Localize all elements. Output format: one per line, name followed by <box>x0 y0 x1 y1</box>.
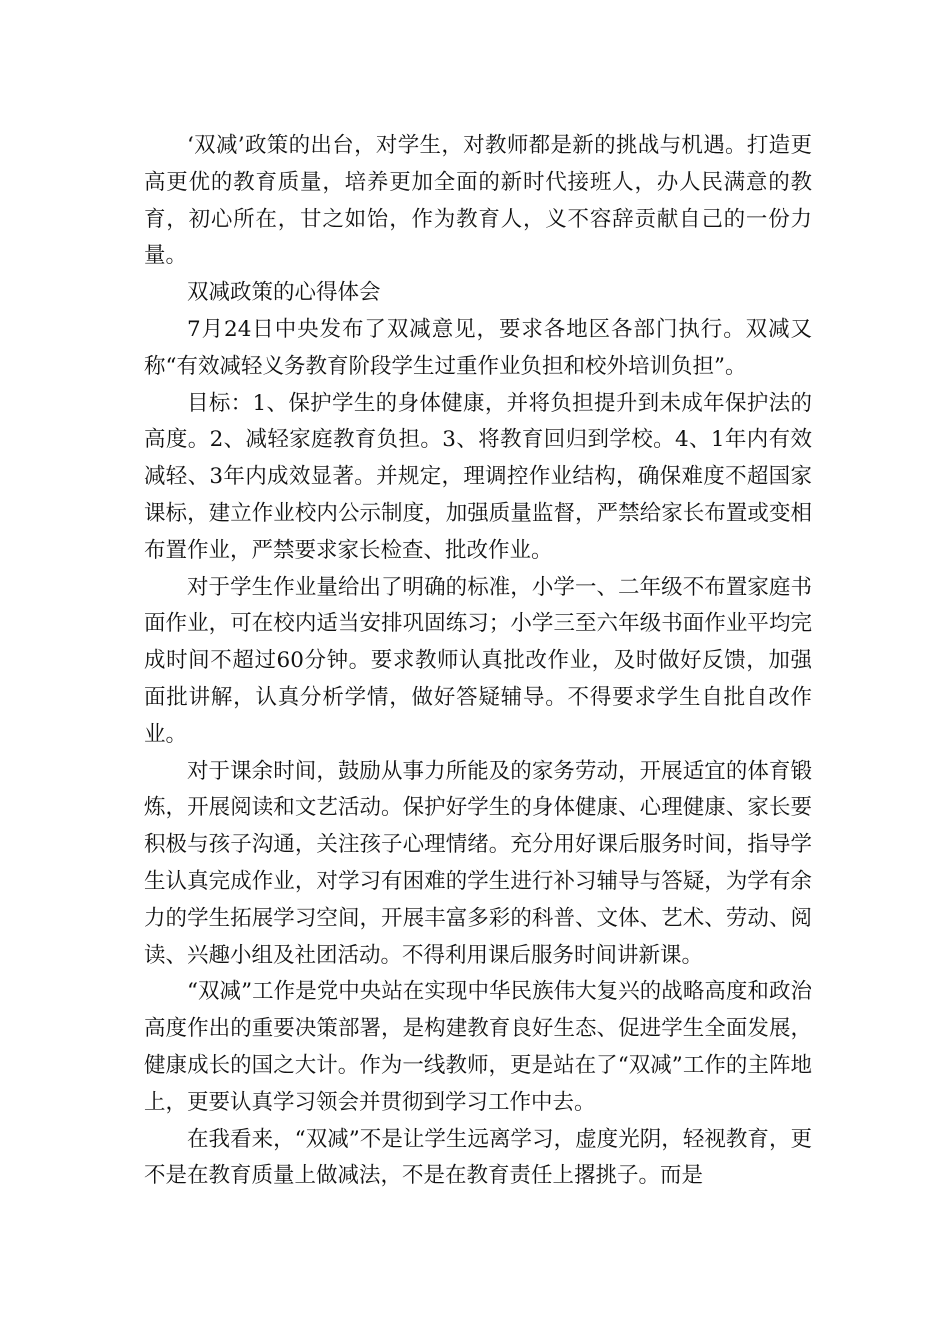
paragraph-policy-significance: “双减”工作是党中央站在实现中华民族伟大复兴的战略高度和政治高度作出的重要决策部署，是构建教育良好生态、促进学生全面发展，健康成长的国之大计。作为一线教师，更是站在了“双减”工作的主阵地上，更要认真学习领会并贯彻到学习工作中去。 <box>144 979 812 1115</box>
section-heading: 双减政策的心得体会 <box>187 280 381 306</box>
paragraph-intro: 7月24日中央发布了双减意见，要求各地区各部门执行。双减又称“有效减轻义务教育阶段学生过重作业负担和校外培训负担”。 <box>144 316 812 379</box>
paragraph-personal-view: 在我看来，“双减”不是让学生远离学习，虚度光阴，轻视教育，更不是在教育质量上做减法，不是在教育责任上撂挑子。而是 <box>144 1126 812 1189</box>
paragraph-opening: ‘双减’政策的出台，对学生，对教师都是新的挑战与机遇。打造更高更优的教育质量，培养更加全面的新时代接班人，办人民满意的教育，初心所在，甘之如饴，作为教育人，义不容辞贡献自己的一份力量。 <box>144 133 812 269</box>
paragraph-goals: 目标：1、保护学生的身体健康，并将负担提升到未成年保护法的高度。2、减轻家庭教育负担。3、将教育回归到学校。4、1年内有效减轻、3年内成效显著。并规定，理调控作业结构，确保难度不超国家课标，建立作业校内公示制度，加强质量监督，严禁给家长布置或变相布置作业，严禁要求家长检查、批改作业。 <box>144 390 812 563</box>
paragraph-homework-standard: 对于学生作业量给出了明确的标准，小学一、二年级不布置家庭书面作业，可在校内适当安排巩固练习；小学三至六年级书面作业平均完成时间不超过60分钟。要求教师认真批改作业，及时做好反馈，加强面批讲解，认真分析学情，做好答疑辅导。不得要求学生自批自改作业。 <box>144 574 812 747</box>
paragraph-after-school: 对于课余时间，鼓励从事力所能及的家务劳动，开展适宜的体育锻炼，开展阅读和文艺活动。保护好学生的身体健康、心理健康、家长要积极与孩子沟通，关注孩子心理情绪。充分用好课后服务时间，指导学生认真完成作业，对学习有困难的学生进行补习辅导与答疑，为学有余力的学生拓展学习空间，开展丰富多彩的科普、文体、艺术、劳动、阅读、兴趣小组及社团活动。不得利用课后服务时间讲新课。 <box>144 758 812 968</box>
document-page <box>144 128 812 1195</box>
